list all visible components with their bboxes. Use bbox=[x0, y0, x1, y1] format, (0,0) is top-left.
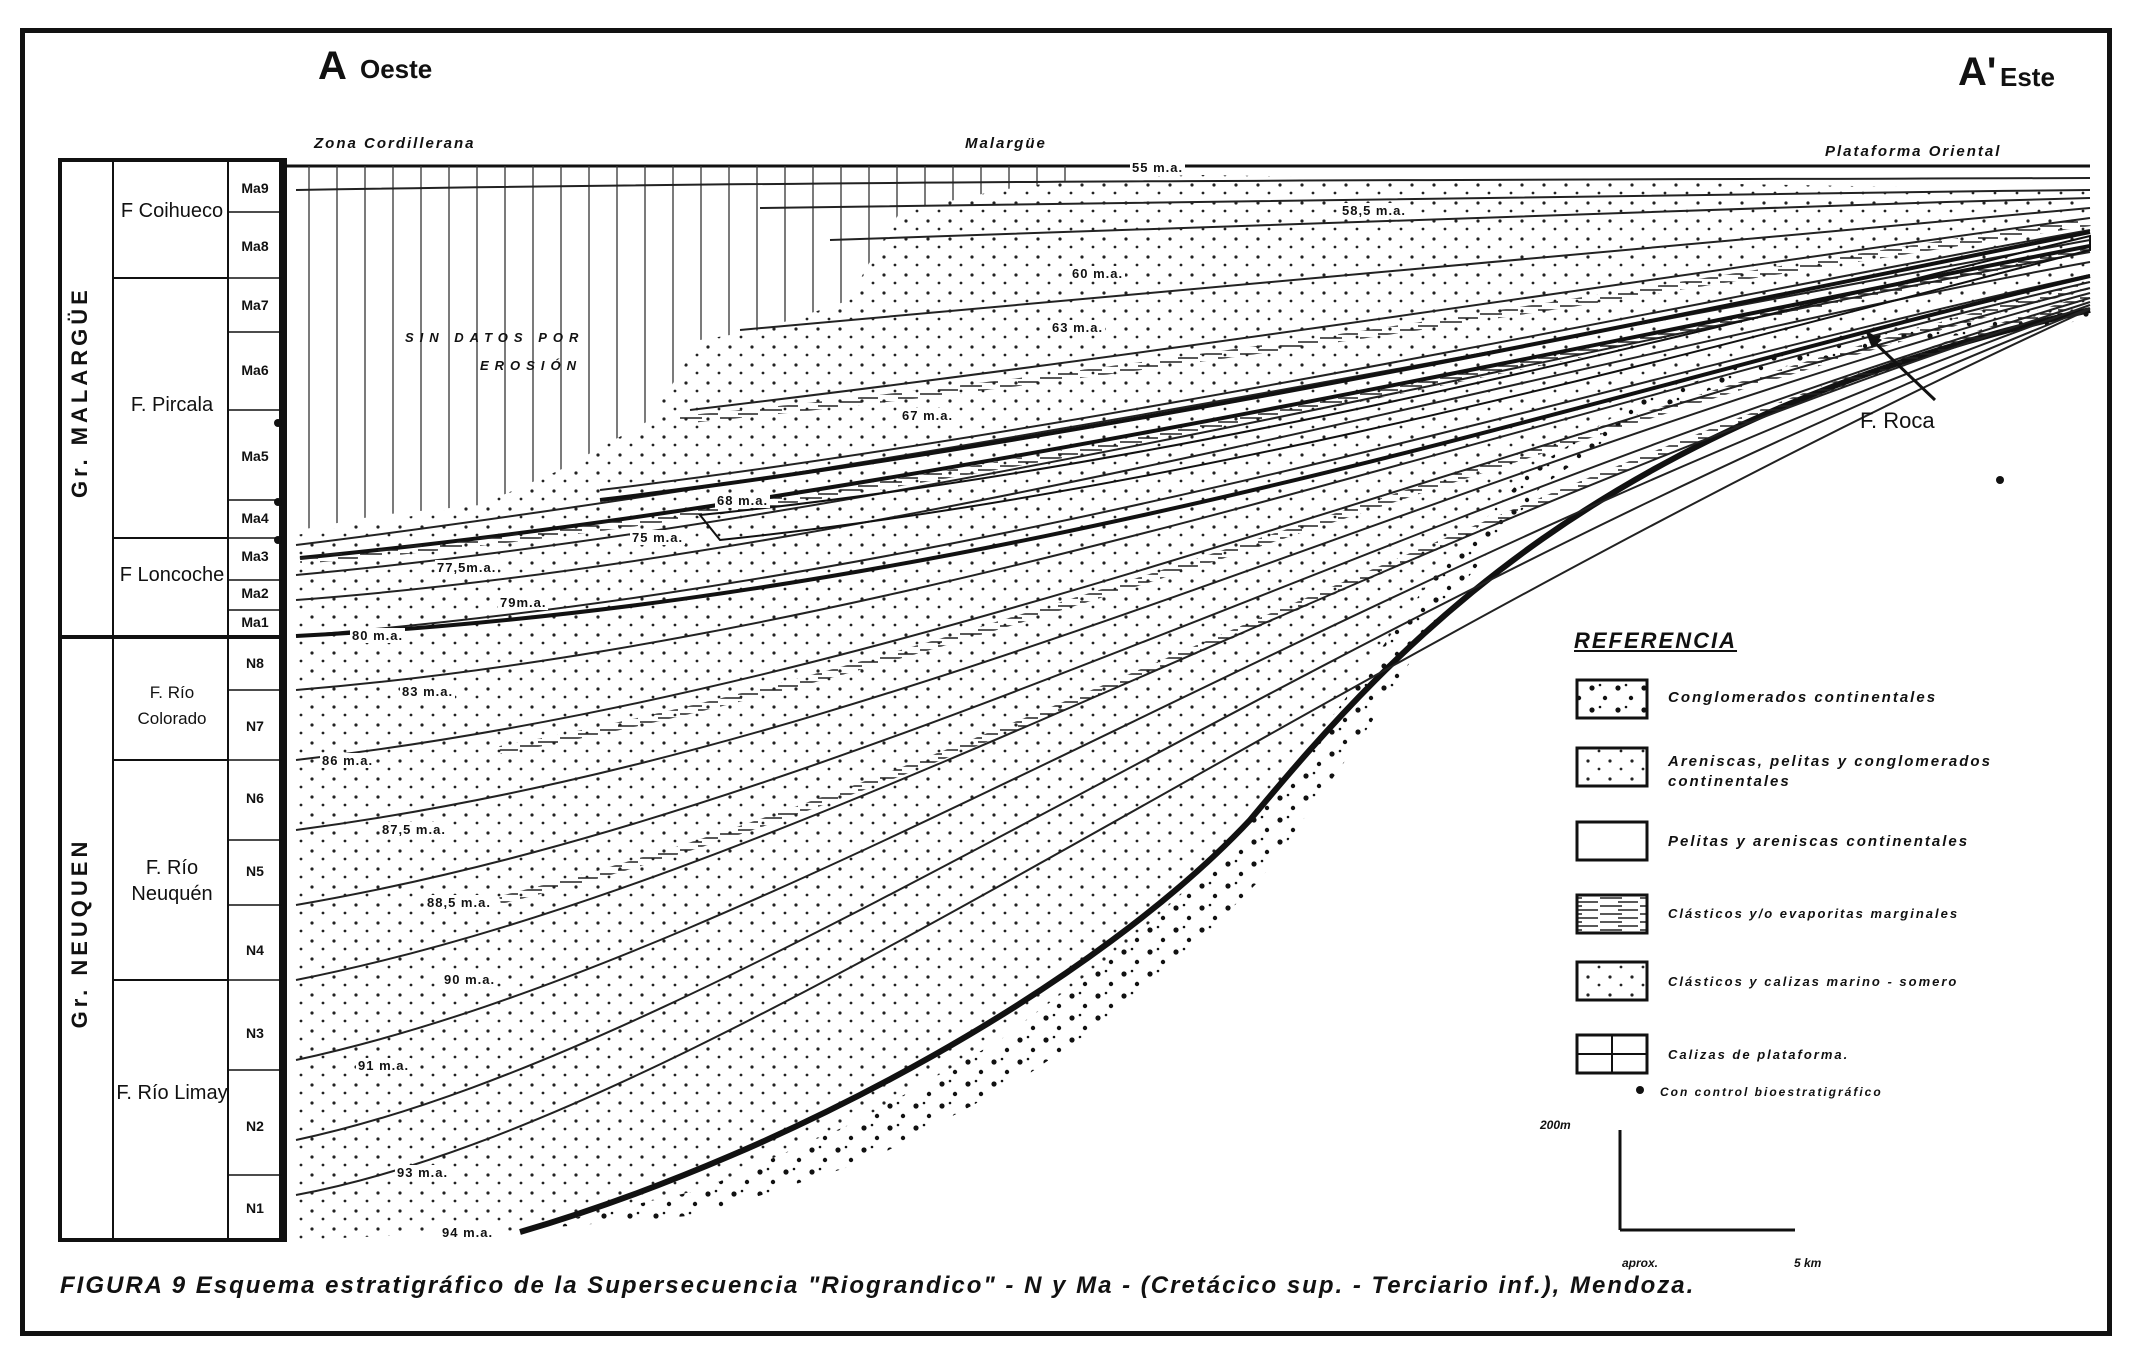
age-label-63: 63 m.a. bbox=[1052, 320, 1104, 335]
code-ma2: Ma2 bbox=[241, 585, 269, 601]
formation-pircala: F. Pircala bbox=[130, 394, 214, 416]
age-label-67: 67 m.a. bbox=[902, 408, 954, 423]
code-ma5: Ma5 bbox=[241, 448, 269, 464]
code-ma7: Ma7 bbox=[241, 297, 269, 313]
age-label-90: 90 m.a. bbox=[444, 972, 496, 987]
age-label-86: 86 m.a. bbox=[322, 753, 374, 768]
formation-coihueco: F Coihueco bbox=[120, 200, 224, 222]
code-n2: N2 bbox=[246, 1118, 264, 1134]
age-label-80: 80 m.a. bbox=[352, 628, 404, 643]
code-n7: N7 bbox=[246, 718, 264, 734]
code-ma4: Ma4 bbox=[241, 510, 269, 526]
age-label-68: 68 m.a. bbox=[717, 493, 769, 508]
age-label-87-5: 87,5 m.a. bbox=[382, 822, 446, 837]
age-label-55: 55 m.a. bbox=[1132, 160, 1184, 175]
code-n4: N4 bbox=[246, 942, 264, 958]
code-n8: N8 bbox=[246, 655, 264, 671]
legend-control-note: Con control bioestratigráfico bbox=[1660, 1085, 1883, 1099]
code-n5: N5 bbox=[246, 863, 264, 879]
zone-cordillerana: Zona Cordillerana bbox=[314, 135, 476, 152]
age-label-77-5: 77,5m.a. bbox=[437, 560, 497, 575]
scale-approx-label: aprox. bbox=[1622, 1256, 1659, 1270]
age-label-60: 60 m.a. bbox=[1072, 266, 1124, 281]
code-ma6: Ma6 bbox=[241, 362, 269, 378]
formation-rio-colorado: F. Río Colorado bbox=[137, 683, 207, 728]
legend-item-pelitas-areniscas: Pelitas y areniscas continentales bbox=[1668, 833, 1970, 850]
group-malargue: Gr. MALARGÜE bbox=[67, 286, 92, 498]
code-ma8: Ma8 bbox=[241, 238, 269, 254]
age-label-83: 83 m.a. bbox=[402, 684, 454, 699]
no-data-label-line1: SIN DATOS POR bbox=[405, 330, 585, 345]
age-label-75: 75 m.a. bbox=[632, 530, 684, 545]
legend-item-clasticos-calizas: Clásticos y calizas marino - somero bbox=[1668, 974, 1959, 989]
age-label-88-5: 88,5 m.a. bbox=[427, 895, 491, 910]
code-n1: N1 bbox=[246, 1200, 264, 1216]
no-data-label-line2: EROSIÓN bbox=[480, 358, 582, 373]
code-n6: N6 bbox=[246, 790, 264, 806]
legend-title: REFERENCIA bbox=[1574, 628, 1738, 653]
formation-loncoche: F Loncoche bbox=[119, 564, 225, 586]
legend-item-clasticos-evaporitas: Clásticos y/o evaporitas marginales bbox=[1668, 906, 1960, 921]
group-neuquen: Gr. NEUQUEN bbox=[67, 837, 92, 1029]
legend-item-areniscas-pelitas: Areniscas, pelitas y conglomerados continentales bbox=[1668, 753, 1992, 790]
east-letter: A' bbox=[1958, 50, 1997, 94]
scale-vertical-label: 200m bbox=[1540, 1118, 1571, 1132]
code-ma9: Ma9 bbox=[241, 180, 269, 196]
east-label: Este bbox=[2000, 62, 2055, 92]
west-label: Oeste bbox=[360, 54, 433, 84]
age-label-79: 79m.a. bbox=[500, 595, 547, 610]
legend-item-calizas-plataforma: Calizas de plataforma. bbox=[1668, 1047, 1850, 1062]
formation-rio-neuquen: F. Río Neuquén bbox=[131, 857, 213, 905]
west-letter: A bbox=[318, 44, 347, 88]
age-label-58-5: 58,5 m.a. bbox=[1342, 203, 1406, 218]
age-label-94: 94 m.a. bbox=[442, 1225, 494, 1240]
code-ma3: Ma3 bbox=[241, 548, 269, 564]
age-label-91: 91 m.a. bbox=[358, 1058, 410, 1073]
scale-horizontal-label: 5 km bbox=[1794, 1256, 1822, 1270]
legend-item-conglomerados: Conglomerados continentales bbox=[1668, 689, 1938, 706]
formation-rio-limay: F. Río Limay bbox=[116, 1082, 228, 1104]
zone-malargue: Malargüe bbox=[965, 135, 1047, 152]
formation-roca: F. Roca bbox=[1860, 408, 1935, 433]
code-n3: N3 bbox=[246, 1025, 264, 1041]
age-label-93: 93 m.a. bbox=[397, 1165, 449, 1180]
code-ma1: Ma1 bbox=[241, 614, 269, 630]
zone-plataforma: Plataforma Oriental bbox=[1825, 143, 2002, 160]
figure-caption: FIGURA 9 Esquema estratigráfico de la Supersecuencia "Riograndico" - N y Ma - (Cretácico sup. - Terciario inf.), Mendoza. bbox=[60, 1272, 1696, 1299]
